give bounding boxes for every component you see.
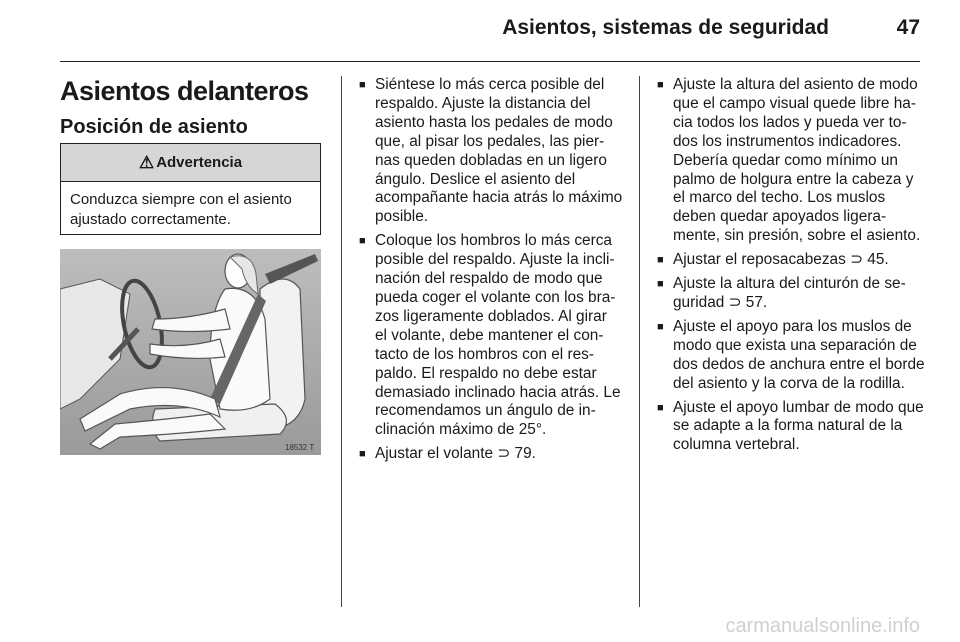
list-item: ■ Ajustar el reposacabezas ⊃ 45. [657, 251, 925, 270]
list-item: ■ Ajuste la altura del cinturón de se-guridad ⊃ 57. [657, 275, 925, 313]
list-item: ■ Ajuste la altura del asiento de modo que el campo visual quede libre ha-cia todos los lados y pueda ver to-dos los instrumentos indicadores. Debería quedar como mínimo un palmo de holgura entre la cabeza y el marco del techo. Los muslos deben quedar apoyados ligera-mente, sin presión, sobre el asiento. [657, 76, 925, 246]
column-divider-2 [639, 76, 640, 607]
seat-position-illustration [60, 249, 321, 455]
section-title: Asientos delanteros [60, 76, 309, 106]
column-3-list [657, 76, 925, 460]
header-divider [60, 61, 920, 62]
list-item: ■ Siéntese lo más cerca posible del respaldo. Ajuste la distancia del asiento hasta los pedales de modo que, al pisar los pedales, las pier-nas queden dobladas en un ligero ángulo. Deslice el asiento del acompañante hacia atrás lo máximo posible. [359, 76, 623, 227]
warning-icon: ⚠ [138, 152, 155, 172]
page-number: 47 [896, 16, 920, 39]
warning-header [61, 144, 320, 182]
list-item: ■ Ajustar el volante ⊃ 79. [359, 445, 623, 464]
column-divider-1 [341, 76, 342, 607]
column-2-list [359, 76, 623, 469]
subsection-title: Posición de asiento [60, 116, 248, 138]
watermark: carmanualsonline.info [725, 615, 920, 637]
warning-title: Advertencia [156, 154, 243, 171]
list-item: ■ Coloque los hombros lo más cerca posible del respaldo. Ajuste la incli-nación del respaldo de modo que pueda coger el volante con los bra-zos ligeramente doblados. Al girar el volante, debe mantener el con-tacto de los hombros con el res-paldo. El respaldo no debe estar demasiado inclinado hacia atrás. Le recomendamos un ángulo de in-clinación máximo de 25°. [359, 232, 623, 440]
running-header-title: Asientos, sistemas de seguridad [502, 16, 829, 39]
warning-text: Conduzca siempre con el asiento ajustado correctamente. [70, 191, 292, 228]
list-item: ■ Ajuste el apoyo para los muslos de modo que exista una separación de dos dedos de anchura entre el borde del asiento y la corva de la rodilla. [657, 318, 925, 394]
list-item: ■ Ajuste el apoyo lumbar de modo que se adapte a la forma natural de la columna vertebral. [657, 399, 925, 456]
illustration-code: 18532 T [285, 443, 315, 452]
warning-box [60, 143, 321, 235]
